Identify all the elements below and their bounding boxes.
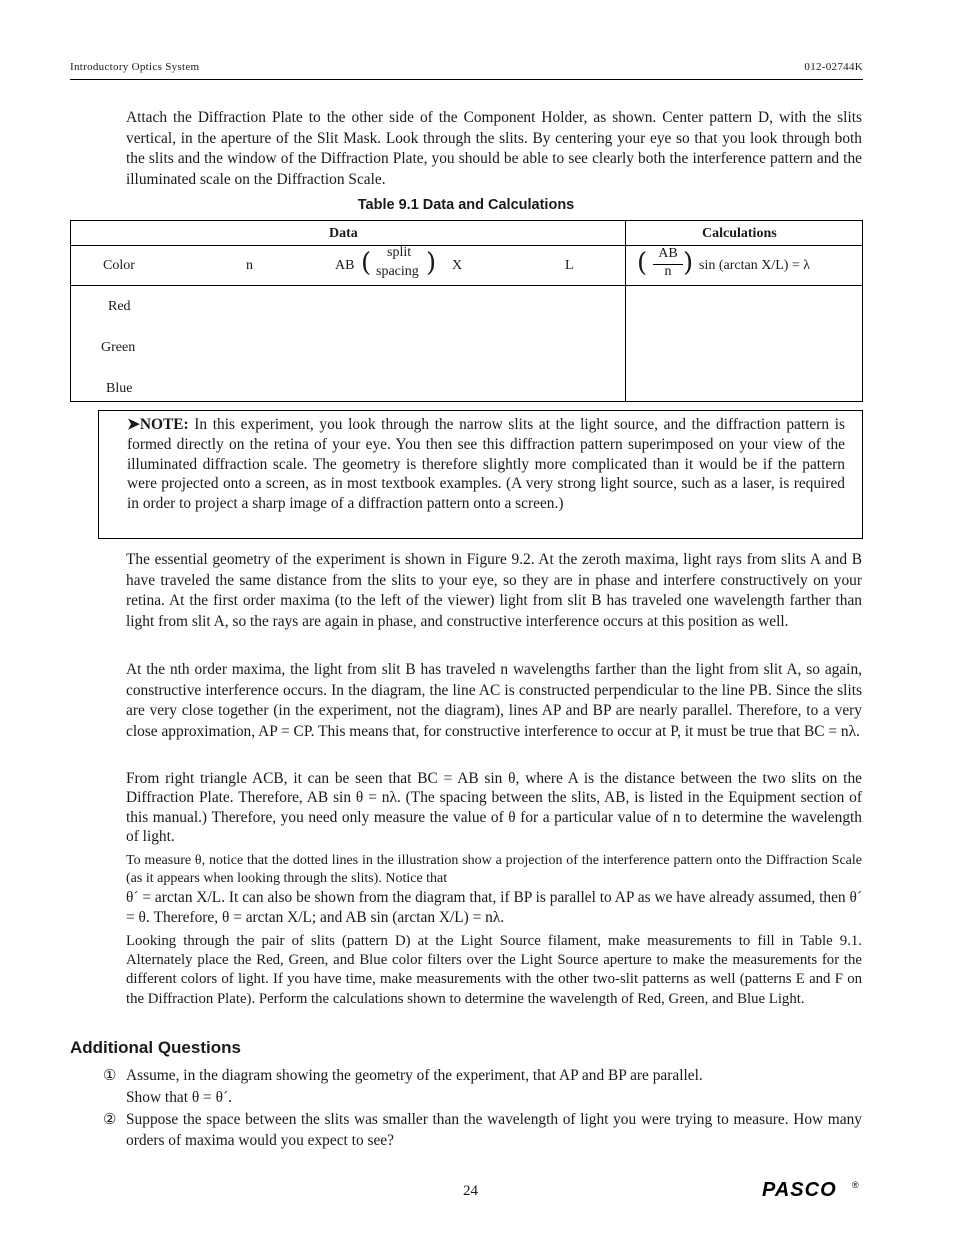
calc-numerator: AB [658, 246, 678, 261]
column-color: Color [103, 258, 135, 273]
paragraph-geometry: The essential geometry of the experiment is shown in Figure 9.2. At the zeroth maxima, light rays from slits A and B have traveled the same distance from the slits to your eye, so they are in phase and interfere constructively on your retina. At the first order maxima (to the left of the viewer) light from slit B has traveled one wavelength farther than light from slit A, so the rays are again in phase, and constructive interference occurs at this position as well. [126, 551, 862, 630]
left-parenthesis: ( [361, 248, 372, 278]
table-columns-rule [71, 285, 862, 286]
calc-denominator: n [664, 264, 672, 279]
column-n: n [246, 258, 253, 273]
question-1-followup: Show that θ = θ´. [126, 1089, 232, 1106]
column-x: X [452, 258, 463, 273]
row-red: Red [108, 299, 131, 314]
column-split: split [387, 245, 412, 260]
page-header [70, 60, 863, 80]
note-box [98, 410, 863, 539]
question-2-text: Suppose the space between the slits was smaller than the wavelength of light you were trying to measure. How many orders of maxima would you expect to see? [126, 1111, 862, 1149]
note-content [127, 415, 845, 514]
paragraph-measure: To measure θ, notice that the dotted lines in the illustration show a projection of the interference pattern onto the Diffraction Scale (as it appears when looking through the slits). Notice that [126, 853, 862, 886]
row-green: Green [101, 340, 136, 355]
paragraph-triangle: From right triangle ACB, it can be seen that BC = AB sin θ, where A is the distance between the two slits on the Diffraction Plate. Therefore, AB sin θ = nλ. (The spacing between the slits, AB, is listed in the Equipment section of this manual.) Therefore, you need only measure the value of θ for a particular value of n to determine the wavelength of light. [126, 770, 862, 846]
header-doc-number: 012-02744K [804, 61, 863, 73]
data-table [70, 220, 863, 402]
pasco-logo-text: PASCO [762, 1179, 837, 1200]
question-2-number: ② [103, 1112, 117, 1128]
intro-paragraph: Attach the Diffraction Plate to the other side of the Component Holder, as shown. Center pattern D, with the slits vertical, in the aperture of the Slit Mask. Look through the slits. By centering your eye so that you look through both the slits and the window of the Diffraction Plate, you should be able to see clearly both the interference pattern and the illuminated scale on the Diffraction Scale. [126, 109, 862, 188]
table-header-rule [71, 245, 862, 246]
column-ab: AB [335, 258, 355, 273]
paragraph-nth-order: At the nth order maxima, the light from slit B has traveled n wavelengths farther than the light from slit A, so again, constructive interference occurs. In the diagram, the line AC is constructed perpendicular to the line PB. Since the slits are very close together (in the experiment, not the diagram), lines AP and BP are nearly parallel. Therefore, to a very close approximation, AP = CP. This means that, for constructive interference to occur at P, it must be true that BC = nλ. [126, 661, 862, 740]
additional-questions-title: Additional Questions [70, 1038, 241, 1057]
question-1-number: ① [103, 1068, 117, 1084]
note-text: In this experiment, you look through the narrow slits at the light source, and the diffraction pattern is formed directly on the retina of your eye. You then see this diffraction pattern superimposed on your view of the illuminated diffraction scale. The geometry is therefore slightly more complicated than it would be if the pattern were projected onto a screen, as in most textbook examples. (A very strong light source, such as a laser, is required in order to project a sharp image of a diffraction pattern onto a screen.) [127, 416, 845, 513]
paragraph-arctan: θ´ = arctan X/L. It can also be shown from the diagram that, if BP is parallel to AP as we have already assumed, then θ´ = θ. Therefore, θ = arctan X/L; and AB sin (arctan X/L) = nλ. [126, 889, 862, 926]
question-1-text: Assume, in the diagram showing the geometry of the experiment, that AP and BP are parallel. [126, 1067, 703, 1084]
row-blue: Blue [106, 381, 133, 396]
calc-left-parenthesis: ( [637, 248, 648, 278]
calc-right-parenthesis: ) [683, 248, 694, 278]
table-column-divider [625, 221, 626, 401]
paragraph-instructions: Looking through the pair of slits (pattern D) at the Light Source filament, make measurements to fill in Table 9.1. Alternately place the Red, Green, and Blue color filters over the Light Source aperture to make the measurements for the different colors of light. If you have time, make measurements with the other two-slit patterns as well (patterns E and F on the Diffraction Plate). Perform the calculations shown to determine the wavelength of Red, Green, and Blue Light. [126, 933, 862, 1007]
note-label: ➤NOTE: [127, 416, 189, 433]
header-title: Introductory Optics System [70, 61, 200, 73]
registered-mark: ® [852, 1180, 859, 1190]
data-header: Data [329, 226, 358, 241]
right-parenthesis: ) [426, 248, 437, 278]
page-number: 24 [463, 1183, 478, 1199]
calculations-header: Calculations [702, 226, 777, 241]
column-l: L [565, 258, 574, 273]
column-spacing: spacing [376, 264, 419, 279]
calc-formula: sin (arctan X/L) = λ [699, 258, 811, 273]
table-title: Table 9.1 Data and Calculations [357, 197, 575, 213]
pasco-logo [760, 1178, 860, 1200]
